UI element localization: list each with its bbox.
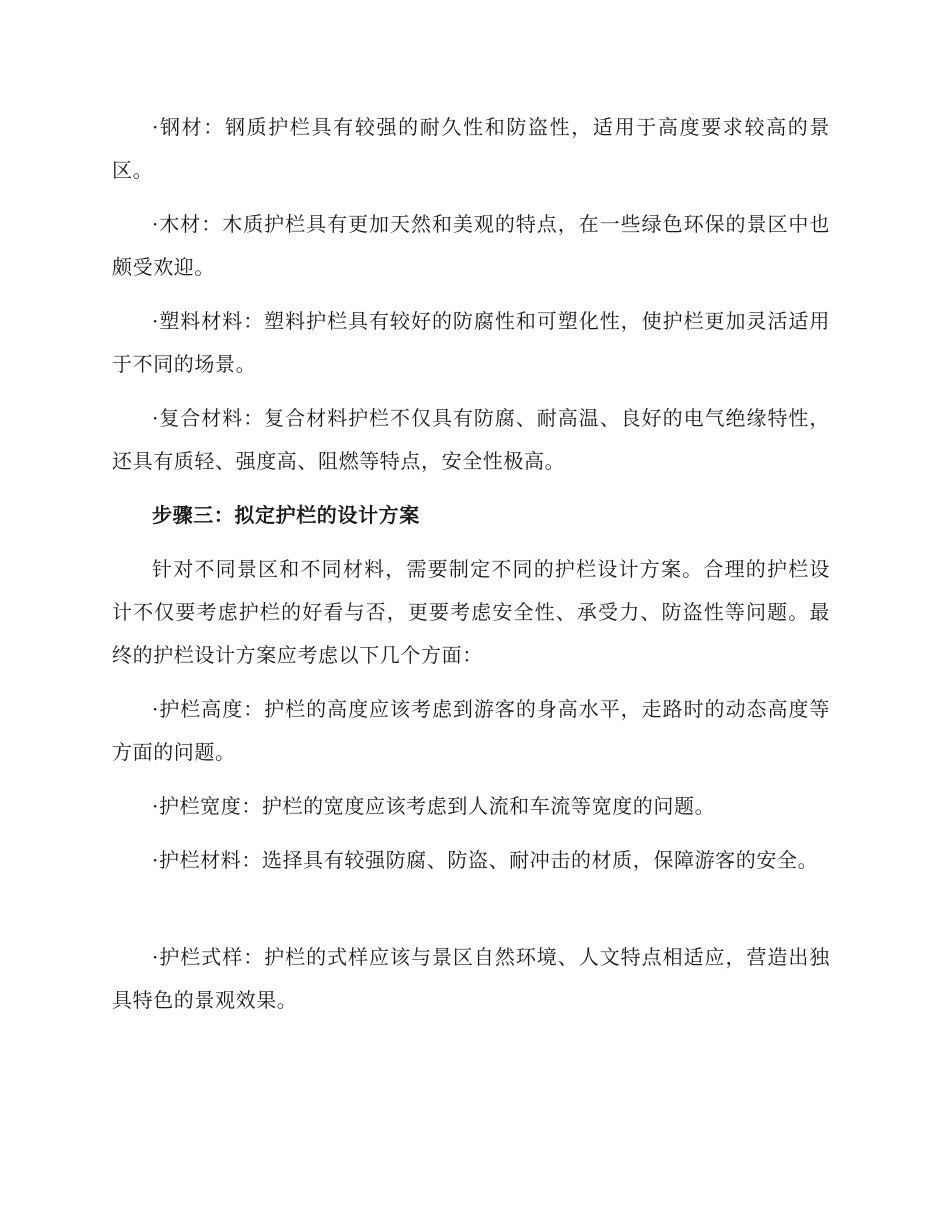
- paragraph-text: 钢材：钢质护栏具有较强的耐久性和防盗性，适用于高度要求较高的景区。: [112, 115, 830, 182]
- material-wood-paragraph: [112, 203, 830, 289]
- bullet-dot: ·: [152, 115, 159, 139]
- paragraph-text: 塑料材料：塑料护栏具有较好的防腐性和可塑化性，使护栏更加灵活适用于不同的场景。: [112, 309, 830, 376]
- design-style-paragraph: [112, 936, 830, 1022]
- paragraph-text: 护栏高度：护栏的高度应该考虑到游客的身高水平，走路时的动态高度等方面的问题。: [112, 697, 830, 764]
- material-steel-paragraph: [112, 106, 830, 192]
- design-material-paragraph: [112, 839, 830, 882]
- design-height-paragraph: [112, 688, 830, 774]
- paragraph-text: 护栏宽度：护栏的宽度应该考虑到人流和车流等宽度的问题。: [158, 794, 716, 818]
- bullet-dot: ·: [152, 406, 159, 430]
- bullet-dot: ·: [152, 697, 159, 721]
- bullet-dot: ·: [152, 212, 159, 236]
- intro-paragraph: 针对不同景区和不同材料，需要制定不同的护栏设计方案。合理的护栏设计不仅要考虑护栏的好看与否，更要考虑安全性、承受力、防盗性等问题。最终的护栏设计方案应考虑以下几个方面：: [112, 557, 830, 667]
- design-width-paragraph: [112, 785, 830, 828]
- section-heading: 步骤三：拟定护栏的设计方案: [152, 503, 420, 527]
- paragraph-text: 护栏材料：选择具有较强防腐、防盗、耐冲击的材质，保障游客的安全。: [158, 848, 819, 872]
- paragraph-text: 护栏式样：护栏的式样应该与景区自然环境、人文特点相适应，营造出独具特色的景观效果。: [112, 945, 830, 1012]
- material-composite-paragraph: [112, 397, 830, 483]
- material-plastic-paragraph: [112, 300, 830, 386]
- bullet-dot: ·: [152, 309, 159, 333]
- bullet-dot: ·: [152, 848, 159, 872]
- paragraph-text: 木材：木质护栏具有更加天然和美观的特点，在一些绿色环保的景区中也颇受欢迎。: [112, 212, 830, 279]
- bullet-dot: ·: [152, 945, 159, 969]
- paragraph-text: 复合材料：复合材料护栏不仅具有防腐、耐高温、良好的电气绝缘特性，还具有质轻、强度高、阻燃等特点，安全性极高。: [112, 406, 830, 473]
- bullet-dot: ·: [152, 794, 159, 818]
